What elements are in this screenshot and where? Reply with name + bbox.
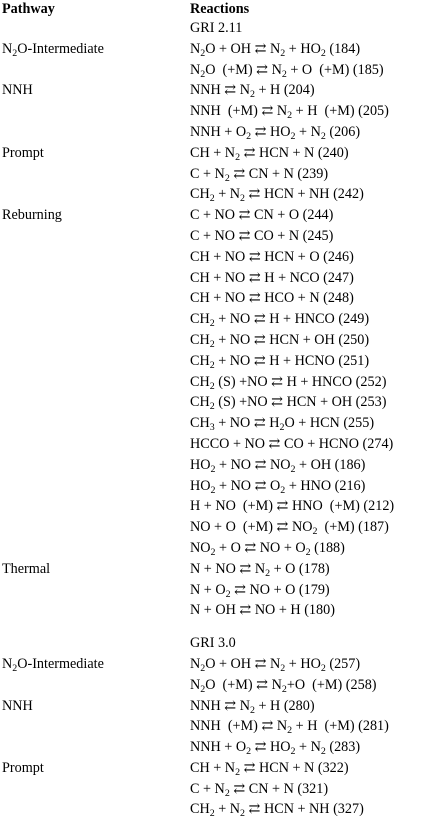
pathway-cell: $N_2O$-Intermediate	[2, 655, 104, 674]
pathway-cell: Thermal	[2, 560, 51, 577]
reaction-cell: $HO_2$ + NO ⇄ $O_2$ + HNO (216)	[190, 477, 366, 496]
table-row	[0, 779, 446, 800]
reaction-cell: $CH_2$ + NO ⇄ H + HNCO (249)	[190, 311, 370, 329]
table-row	[0, 226, 446, 247]
table-row	[0, 101, 446, 122]
reaction-cell: NNH + $O_2$ ⇄ $HO_2 + N_2$ (206)	[190, 123, 361, 142]
pathway-cell: NNH	[2, 697, 33, 714]
table-row	[0, 184, 446, 205]
table-row	[0, 455, 446, 476]
reaction-cell: C + NO ⇄ CN + O (244)	[190, 207, 334, 224]
pathway-cell: Prompt	[2, 759, 44, 776]
reaction-cell: $CH_2 + N_2$ ⇄ HCN + NH (242)	[190, 186, 364, 205]
reaction-cell: NNH + $O_2$ ⇄ $HO_2 + N_2$ (283)	[190, 739, 361, 757]
table-row	[0, 517, 446, 538]
table-row	[0, 413, 446, 434]
reaction-cell: $N_2O$ (+M) ⇄ $N_2 + O$ (+M) (185)	[190, 61, 384, 80]
reaction-cell: CH + NO ⇄ H + NCO (247)	[190, 269, 354, 286]
table-row	[0, 580, 446, 601]
reaction-cell: $N + O_2$ ⇄ NO + O (179)	[190, 581, 330, 600]
pathway-cell: NNH	[2, 82, 33, 99]
table-row	[0, 372, 446, 393]
reaction-cell: $CH_2 + N_2$ ⇄ HCN + NH (327)	[190, 801, 364, 820]
reaction-cell: H + NO (+M) ⇄ HNO (+M) (212)	[190, 498, 395, 515]
reaction-cell: $CH_2$ (S) +NO ⇄ HCN + OH (253)	[190, 394, 387, 413]
reaction-cell: $CH_2$ + NO ⇄ H + HCNO (251)	[190, 352, 370, 371]
section-name: GRI 3.0	[190, 635, 236, 652]
section-gap	[0, 621, 446, 633]
reaction-cell: $NO_2 + O$ ⇄ NO + $O_2$ (188)	[190, 539, 345, 558]
table-body	[0, 18, 446, 820]
reaction-cell: $N_2O$ + OH ⇄ $N_2 + HO_2$ (257)	[190, 655, 361, 674]
reaction-cell: $N_2O$ (+M) ⇄ $N_2+O$ (+M) (258)	[190, 676, 377, 695]
pathway-cell: Reburning	[2, 207, 62, 224]
header-pathway: Pathway	[2, 1, 55, 17]
table-row	[0, 716, 446, 737]
table-row	[0, 80, 446, 101]
table-row	[0, 288, 446, 309]
table-row	[0, 39, 446, 60]
table-row	[0, 60, 446, 81]
table-row	[0, 799, 446, 820]
reaction-cell: HCCO + NO ⇄ CO + HCNO (274)	[190, 435, 394, 452]
table-row	[0, 675, 446, 696]
reaction-cell: NO + O (+M) ⇄ $NO_2$ (+M) (187)	[190, 519, 389, 537]
table-row	[0, 600, 446, 621]
table-row	[0, 392, 446, 413]
pathway-cell: Prompt	[2, 144, 44, 161]
table-row	[0, 496, 446, 517]
section-title	[0, 18, 446, 39]
pathway-cell: $N_2O$-Intermediate	[2, 40, 104, 59]
reaction-cell: NNH ⇄ $N_2 + H$ (204)	[190, 82, 315, 101]
table-row	[0, 351, 446, 372]
table-header	[0, 0, 446, 18]
reaction-cell: CH + $N_2$ ⇄ HCN + N (322)	[190, 759, 349, 778]
table-row	[0, 434, 446, 455]
reaction-cell: $HO_2$ + NO ⇄ $NO_2$ + OH (186)	[190, 456, 366, 475]
reaction-cell: $CH_2$ + NO ⇄ HCN + OH (250)	[190, 331, 370, 350]
reaction-cell: NNH (+M) ⇄ $N_2 + H$ (+M) (281)	[190, 718, 389, 737]
table-row	[0, 205, 446, 226]
reaction-cell: C + NO ⇄ CO + N (245)	[190, 227, 334, 244]
reaction-cell: N + OH ⇄ NO + H (180)	[190, 602, 335, 619]
reaction-cell: $N_2O$ + OH ⇄ $N_2 + HO_2$ (184)	[190, 40, 361, 59]
reaction-cell: NNH (+M) ⇄ $N_2 + H$ (+M) (205)	[190, 103, 389, 121]
reaction-cell: CH + $N_2$ ⇄ HCN + N (240)	[190, 144, 349, 163]
table-row	[0, 758, 446, 779]
reaction-cell: NNH ⇄ $N_2 + H$ (280)	[190, 697, 315, 716]
reaction-cell: CH + NO ⇄ HCO + N (248)	[190, 290, 354, 307]
table-row	[0, 330, 446, 351]
table-row	[0, 309, 446, 330]
reaction-cell: $C + N_2$ ⇄ CN + N (321)	[190, 780, 329, 799]
table-row	[0, 559, 446, 580]
reaction-cell: CH + NO ⇄ HCN + O (246)	[190, 248, 354, 265]
table-row	[0, 538, 446, 559]
table-row	[0, 122, 446, 143]
table-row	[0, 737, 446, 758]
table-row	[0, 164, 446, 185]
section-title	[0, 633, 446, 654]
section-name: GRI 2.11	[190, 20, 243, 36]
table-row	[0, 268, 446, 289]
table-row	[0, 696, 446, 717]
header-reactions: Reactions	[190, 1, 250, 17]
table-row	[0, 476, 446, 497]
reaction-cell: $C + N_2$ ⇄ CN + N (239)	[190, 165, 329, 184]
reaction-cell: $CH_3$ + NO ⇄ $H_2O$ + HCN (255)	[190, 415, 375, 433]
reaction-cell: N + NO ⇄ $N_2 + O$ (178)	[190, 560, 330, 579]
table-row	[0, 247, 446, 268]
reaction-cell: $CH_2$ (S) +NO ⇄ H + HNCO (252)	[190, 373, 387, 392]
table-row	[0, 654, 446, 675]
table-row	[0, 143, 446, 164]
